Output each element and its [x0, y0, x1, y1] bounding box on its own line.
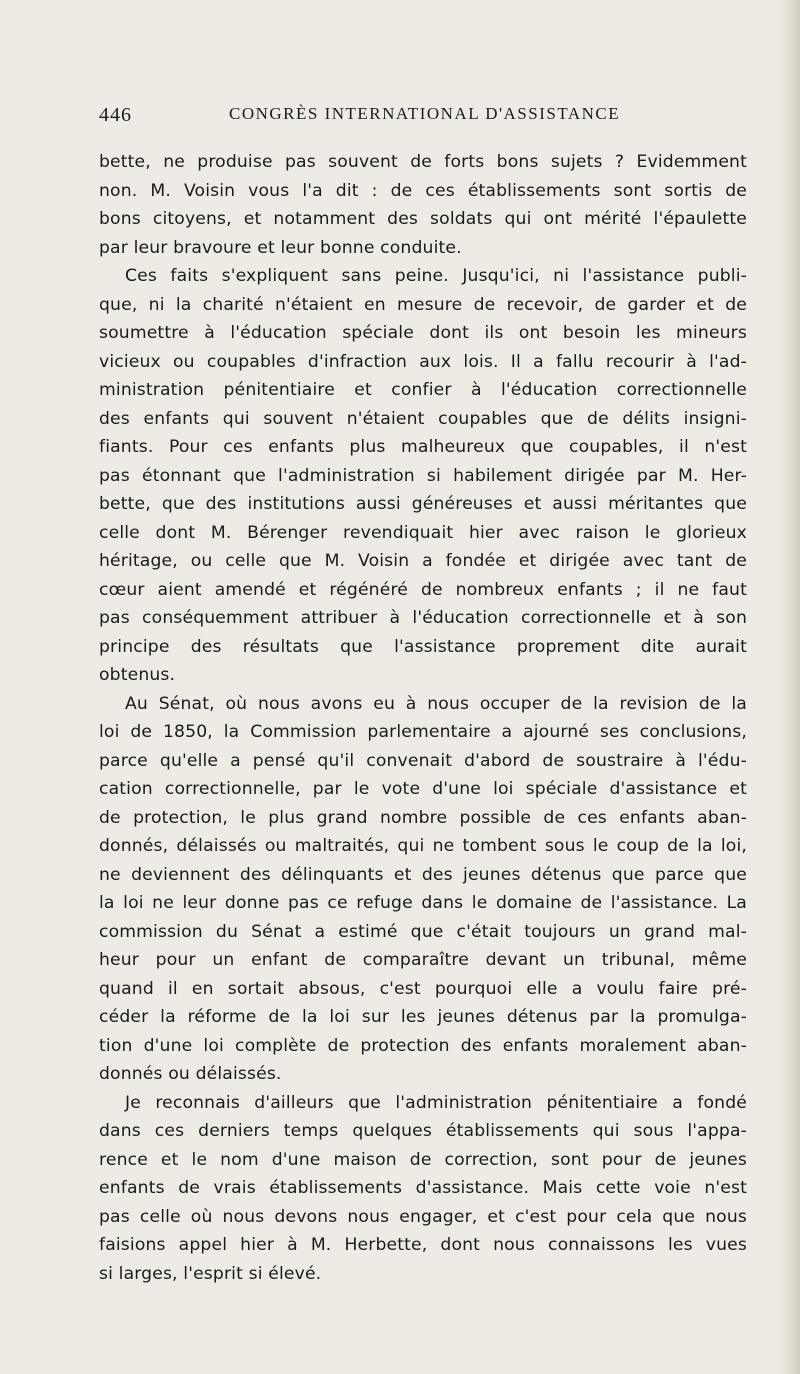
- text-line: soumettre à l'éducation spéciale dont ils ont besoin les mineurs: [99, 323, 747, 343]
- text-line: héritage, ou celle que M. Voisin a fondée et dirigée avec tant de: [99, 551, 747, 571]
- text-line: céder la réforme de la loi sur les jeunes détenus par la promulga-: [99, 1007, 747, 1027]
- text-line: tion d'une loi complète de protection des enfants moralement aban-: [99, 1035, 747, 1056]
- text-line: pas étonnant que l'administration si habilement dirigée par M. Her-: [99, 465, 747, 486]
- text-line: donnés, délaissés ou maltraités, qui ne tombent sous le coup de la loi,: [99, 836, 747, 856]
- text-line: la loi ne leur donne pas ce refuge dans le domaine de l'assistance. La: [99, 893, 747, 913]
- text-line: cation correctionnelle, par le vote d'une loi spéciale d'assistance et: [99, 779, 747, 799]
- text-line: principe des résultats que l'assistance proprement dite aurait: [99, 636, 747, 657]
- text-line: commission du Sénat a estimé que c'était toujours un grand mal-: [99, 921, 747, 942]
- text-line: heur pour un enfant de comparaître devant un tribunal, même: [99, 950, 747, 970]
- text-line: celle dont M. Bérenger revendiquait hier avec raison le glorieux: [99, 522, 747, 543]
- paragraph: [99, 148, 747, 262]
- text-line: des enfants qui souvent n'étaient coupables que de délits insigni-: [99, 408, 747, 429]
- text-line: pas conséquemment attribuer à l'éducation correctionnelle et à son: [99, 608, 747, 628]
- page-number: 446: [99, 104, 132, 126]
- text-line: si larges, l'esprit si élevé.: [99, 1263, 322, 1284]
- page-edge-shadow: [778, 0, 800, 1374]
- text-line: de protection, le plus grand nombre possible de ces enfants aban-: [99, 807, 747, 828]
- text-line: rence et le nom d'une maison de correction, sont pour de jeunes: [99, 1149, 747, 1170]
- text-line: ministration pénitentiaire et confier à l'éducation correctionnelle: [99, 380, 747, 400]
- text-line: bette, ne produise pas souvent de forts bons sujets ? Evidemment: [99, 152, 747, 172]
- text-line: loi de 1850, la Commission parlementaire a ajourné ses conclusions,: [99, 722, 747, 742]
- text-line: fiants. Pour ces enfants plus malheureux que coupables, il n'est: [99, 437, 747, 457]
- text-line: par leur bravoure et leur bonne conduite.: [99, 237, 462, 258]
- text-line: obtenus.: [99, 665, 176, 685]
- running-head: [99, 104, 747, 132]
- text-line: Je reconnais d'ailleurs que l'administration pénitentiaire a fondé: [125, 1092, 747, 1113]
- text-line: parce qu'elle a pensé qu'il convenait d'abord de soustraire à l'édu-: [99, 750, 747, 771]
- running-title: CONGRÈS INTERNATIONAL D'ASSISTANCE: [229, 104, 621, 123]
- text-line: bons citoyens, et notamment des soldats qui ont mérité l'épaulette: [99, 209, 747, 229]
- text-line: Ces faits s'expliquent sans peine. Jusqu'ici, ni l'assistance publi-: [125, 266, 747, 286]
- text-line: donnés ou délaissés.: [99, 1064, 282, 1084]
- body-text: [99, 148, 747, 1288]
- text-line: cœur aient amendé et régénéré de nombreux enfants ; il ne faut: [99, 579, 747, 600]
- text-line: pas celle où nous devons nous engager, et c'est pour cela que nous: [99, 1206, 747, 1227]
- text-line: que, ni la charité n'étaient en mesure de recevoir, de garder et de: [99, 294, 747, 315]
- paragraph: [99, 262, 747, 690]
- text-line: quand il en sortait absous, c'est pourquoi elle a voulu faire pré-: [99, 978, 747, 999]
- paragraph: [99, 1089, 747, 1289]
- text-line: bette, que des institutions aussi généreuses et aussi méritantes que: [99, 494, 747, 514]
- paragraph: [99, 690, 747, 1089]
- text-line: ne deviennent des délinquants et des jeunes détenus que parce que: [99, 864, 747, 885]
- text-line: faisions appel hier à M. Herbette, dont nous connaissons les vues: [99, 1235, 747, 1255]
- text-line: vicieux ou coupables d'infraction aux lois. Il a fallu recourir à l'ad-: [99, 351, 747, 372]
- text-line: dans ces derniers temps quelques établissements qui sous l'appa-: [99, 1121, 747, 1141]
- text-line: non. M. Voisin vous l'a dit : de ces établissements sont sortis de: [99, 180, 747, 201]
- text-line: Au Sénat, où nous avons eu à nous occuper de la revision de la: [125, 693, 747, 714]
- text-line: enfants de vrais établissements d'assistance. Mais cette voie n'est: [99, 1178, 747, 1198]
